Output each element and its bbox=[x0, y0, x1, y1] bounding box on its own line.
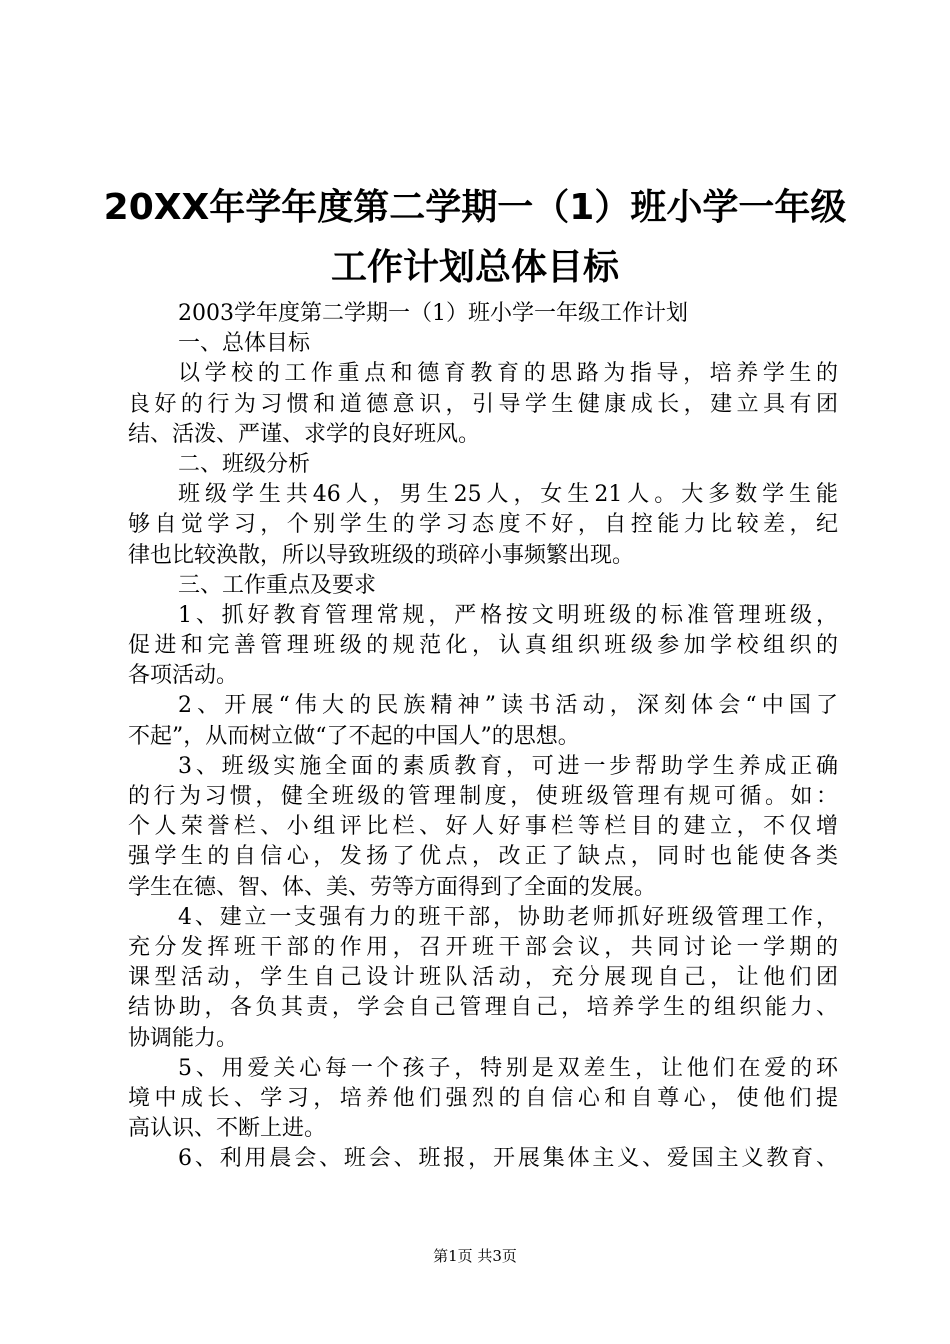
paragraph-line: 学生在德、智、体、美、劳等方面得到了全面的发展。 bbox=[128, 874, 657, 900]
paragraph-line: 良好的行为习惯和道德意识，引导学生健康成长，建立具有团 bbox=[128, 391, 838, 417]
paragraph-line: 5、用爱关心每一个孩子，特别是双差生，让他们在爱的环 bbox=[178, 1055, 838, 1081]
paragraph-line: 结、活泼、严谨、求学的良好班风。 bbox=[128, 421, 481, 447]
section-heading-class-analysis: 二、班级分析 bbox=[178, 451, 311, 477]
document-title-line-2: 工作计划总体目标 bbox=[330, 247, 619, 288]
document-body bbox=[128, 299, 838, 1174]
paragraph-line: 促进和完善管理班级的规范化，认真组织班级参加学校组织的 bbox=[128, 633, 838, 659]
paragraph-line: 够自觉学习，个别学生的学习态度不好，自控能力比较差，纪 bbox=[128, 512, 838, 538]
paragraph-line: 课型活动，学生自己设计班队活动，充分展现自己，让他们团 bbox=[128, 965, 838, 991]
paragraph-line: 协调能力。 bbox=[128, 1025, 239, 1051]
document-title-line-1: 20XX年学年度第二学期一（1）班小学一年级 bbox=[103, 187, 847, 228]
subtitle-line: 2003学年度第二学期一（1）班小学一年级工作计划 bbox=[178, 301, 688, 326]
paragraph-line: 4、建立一支强有力的班干部，协助老师抓好班级管理工作， bbox=[178, 904, 838, 930]
paragraph-line: 充分发挥班干部的作用，召开班干部会议，共同讨论一学期的 bbox=[128, 934, 838, 960]
paragraph-line: 3、班级实施全面的素质教育，可进一步帮助学生养成正确 bbox=[178, 753, 838, 779]
paragraph-line: 各项活动。 bbox=[128, 663, 239, 689]
paragraph-line: 结协助，各负其责，学会自己管理自己，培养学生的组织能力、 bbox=[128, 995, 838, 1021]
paragraph-line: 班级学生共46人，男生25人，女生21人。大多数学生能 bbox=[178, 482, 838, 508]
paragraph-line: 境中成长、学习，培养他们强烈的自信心和自尊心，使他们提 bbox=[128, 1085, 838, 1111]
paragraph-line: 以学校的工作重点和德育教育的思路为指导，培养学生的 bbox=[178, 361, 838, 387]
section-heading-work-focus: 三、工作重点及要求 bbox=[178, 572, 377, 598]
page-footer bbox=[0, 1246, 950, 1266]
paragraph-line: 强学生的自信心，发扬了优点，改正了缺点，同时也能使各类 bbox=[128, 844, 838, 870]
section-heading-overall-goal: 一、总体目标 bbox=[178, 331, 311, 357]
paragraph-line: 不起”，从而树立做“了不起的中国人”的思想。 bbox=[128, 723, 580, 749]
paragraph-line: 律也比较涣散，所以导致班级的琐碎小事频繁出现。 bbox=[128, 542, 635, 568]
paragraph-line: 2、开展“伟大的民族精神”读书活动，深刻体会“中国了 bbox=[178, 693, 838, 719]
paragraph-line: 个人荣誉栏、小组评比栏、好人好事栏等栏目的建立，不仅增 bbox=[128, 814, 838, 840]
paragraph-line: 的行为习惯，健全班级的管理制度，使班级管理有规可循。如： bbox=[128, 784, 838, 809]
paragraph-line: 6、利用晨会、班会、班报，开展集体主义、爱国主义教育、 bbox=[178, 1146, 838, 1172]
page-number-label: 第1页 共3页 bbox=[433, 1247, 517, 1265]
paragraph-line: 高认识、不断上进。 bbox=[128, 1116, 327, 1142]
paragraph-line: 1、抓好教育管理常规，严格按文明班级的标准管理班级， bbox=[178, 602, 838, 628]
